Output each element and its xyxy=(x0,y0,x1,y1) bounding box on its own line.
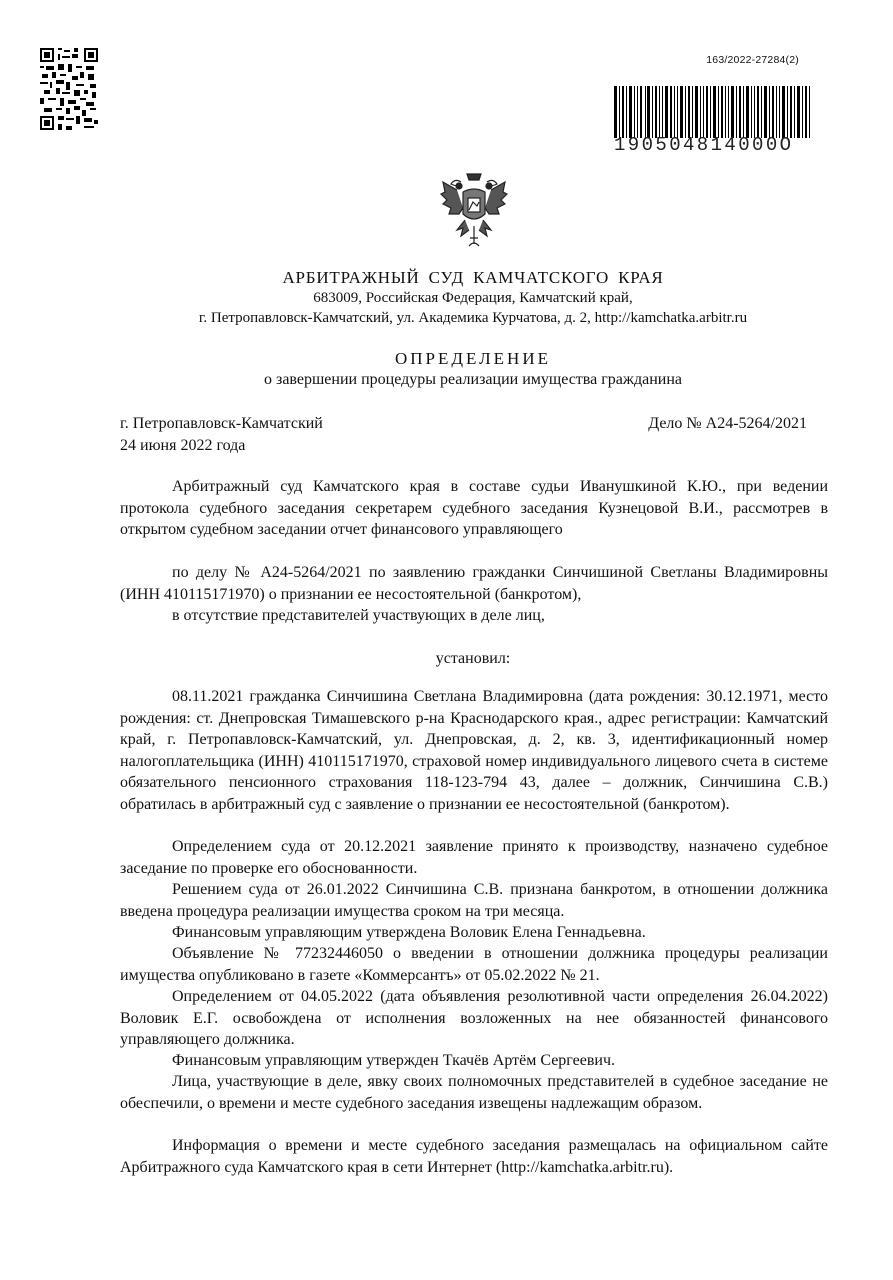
intro-paragraph: в отсутствие представителей участвующих в деле лиц, xyxy=(172,607,545,624)
body-paragraph: Финансовым управляющим утвержден Ткачёв Артём Сергеевич. xyxy=(172,1052,616,1069)
coat-of-arms-emblem xyxy=(439,168,509,250)
body-paragraph: Решением суда от 26.01.2022 Синчишина С.В. признана банкротом, в отношении должника введена процедура реализации имущества сроком на три месяца. xyxy=(120,881,828,920)
court-address-line-1: 683009, Российская Федерация, Камчатский край, xyxy=(313,290,633,306)
ustanovil-heading: установил: xyxy=(435,650,511,667)
body-paragraph: Определением от 04.05.2022 (дата объявления резолютивной части определения 26.04.2022) Воловик Е.Г. освобождена от исполнения возложенных на нее обязанностей финансового управляющего должника. xyxy=(120,988,828,1048)
body-paragraph: Информация о времени и месте судебного заседания размещалась на официальном сайте Арбитражного суда Камчатского края в сети Интернет (http://kamchatka.arbitr.ru). xyxy=(120,1137,828,1176)
court-name: АРБИТРАЖНЫЙ СУД КАМЧАТСКОГО КРАЯ xyxy=(282,268,664,287)
qr-code xyxy=(40,48,98,130)
case-number: Дело № А24-5264/2021 xyxy=(648,415,807,432)
document-subtitle: о завершении процедуры реализации имущества гражданина xyxy=(264,371,682,388)
court-address-line-2: г. Петропавловск-Камчатский, ул. Академика Курчатова, д. 2, http://kamchatka.arbitr.ru xyxy=(198,310,748,326)
intro-paragraph: по делу № А24-5264/2021 по заявлению гражданки Синчишиной Светланы Владимировны (ИНН 410115171970) о признании ее несостоятельной (банкротом), xyxy=(120,564,828,603)
body-paragraph: Лица, участвующие в деле, явку своих полномочных представителей в судебное заседание не обеспечили, о времени и месте судебного заседания извещены надлежащим образом. xyxy=(120,1073,828,1112)
document-title: ОПРЕДЕЛЕНИЕ xyxy=(394,349,551,368)
barcode-digits: 190504814000О xyxy=(614,134,794,156)
case-code: 163/2022-27284(2) xyxy=(706,54,799,66)
document-date: 24 июня 2022 года xyxy=(120,437,246,454)
barcode xyxy=(614,86,810,138)
body-paragraph: Определением суда от 20.12.2021 заявление принято к производству, назначено судебное заседание по проверке его обоснованности. xyxy=(120,838,828,877)
intro-paragraph: Арбитражный суд Камчатского края в составе судьи Иванушкиной К.Ю., при ведении протокола судебного заседания секретарем судебного заседания Кузнецовой В.И., рассмотрев в открытом судебном заседании отчет финансового управляющего xyxy=(120,478,828,538)
document-city: г. Петропавловск-Камчатский xyxy=(120,415,323,432)
body-paragraph: 08.11.2021 гражданка Синчишина Светлана Владимировна (дата рождения: 30.12.1971, место рождения: ст. Днепровская Тимашевского р-на Краснодарского края., адрес регистрации: Камчатский край, г. Петропавловск-Камчатский, ул. Днепровская, д. 2, кв. 3, идентификационный номер налогоплательщика (ИНН) 410115171970, страховой номер индивидуального лицевого счета в системе обязательного пенсионного страхования 118-123-794 43, далее – должник, Синчишина С.В.) обратилась в арбитражный суд с заявление о признании ее несостоятельной (банкротом). xyxy=(120,688,828,813)
body-paragraph: Финансовым управляющим утверждена Воловик Елена Геннадьевна. xyxy=(172,924,646,941)
body-paragraph: Объявление № 77232446050 о введении в отношении должника процедуры реализации имущества опубликовано в газете «Коммерсантъ» от 05.02.2022 № 21. xyxy=(120,945,828,984)
